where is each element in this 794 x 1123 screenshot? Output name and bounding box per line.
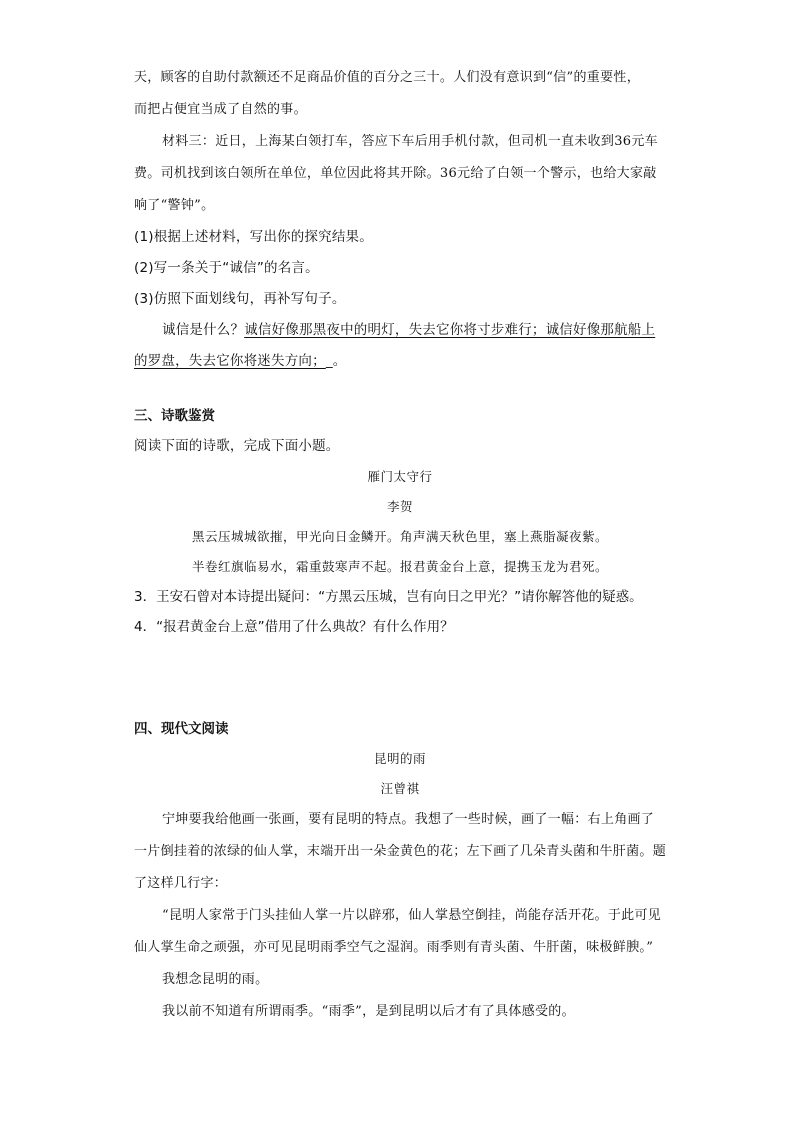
- material3-paragraph: 材料三：近日，上海某白领打车，答应下车后用手机付款，但司机一直未收到36元车费。司机找到该白领所在单位，单位因此将其开除。36元给了白领一个警示，也给大家敲响了“警钟”。: [134, 134, 658, 213]
- essay-title: 昆明的雨: [373, 751, 426, 766]
- section-3-question-3: 3．王安石曾对本诗提出疑问：“方黑云压城，岂有向日之甲光？”请你解答他的疑惑。: [134, 589, 643, 605]
- spacer: [134, 377, 666, 401]
- essay-paragraph-4: 我以前不知道有所谓雨季。“雨季”，是到昆明以后才有了具体感受的。: [162, 1004, 575, 1019]
- essay-paragraph-1: 宁坤要我给他画一张画，要有昆明的特点。我想了一些时候，画了一幅：右上角画了一片倒挂着的浓绿的仙人掌，末端开出一朵金黄色的花；左下画了几朵青头菌和牛肝菌。题了这样几行字：: [134, 812, 667, 891]
- question-2: (2)写一条关于“诚信”的名言。: [134, 260, 319, 276]
- section-4-title: 四、现代文阅读: [134, 721, 229, 737]
- question-3-blank: _。: [325, 353, 347, 369]
- poem-line-2: 半卷红旗临易水，霜重鼓寒声不起。报君黄金台上意，提携玉龙为君死。: [191, 559, 608, 574]
- essay-author: 汪曾祺: [380, 781, 420, 796]
- question-3-prompt: [134, 315, 666, 377]
- material2-line2: 而把占便宜当成了自然的事。: [134, 102, 307, 117]
- poem-line-1: 黑云压城城欲摧，甲光向日金鳞开。角声满天秋色里，塞上燕脂凝夜紫。: [191, 529, 608, 544]
- poem-author: 李贺: [386, 499, 413, 514]
- section-3-title: 三、诗歌鉴赏: [134, 408, 215, 424]
- section-3-instruction: 阅读下面的诗歌，完成下面小题。: [134, 438, 340, 454]
- question-3-prefix: 诚信是什么？: [162, 322, 245, 338]
- material2-line1: 天，顾客的自助付款额还不足商品价值的百分之三十。人们没有意识到“信”的重要性，: [134, 70, 640, 85]
- essay-paragraph-3: 我想念昆明的雨。: [162, 972, 269, 987]
- spacer: [134, 642, 666, 714]
- question-3: (3)仿照下面划线句，再补写句子。: [134, 291, 346, 307]
- poem-title: 雁门太守行: [367, 469, 433, 484]
- question-3-underlined-sentence: 诚信好像那黑夜中的明灯，失去它你将寸步难行；诚信好像那航船上的罗盘，失去它你将迷失方向；: [134, 322, 656, 369]
- document-content: [134, 62, 666, 1028]
- essay-paragraph-2: “昆明人家常于门头挂仙人掌一片以辟邪，仙人掌悬空倒挂，尚能存活开花。于此可见仙人掌生命之顽强，亦可见昆明雨季空气之湿润。雨季则有青头菌、牛肝菌，味极鲜腴。”: [134, 908, 662, 955]
- question-1: (1)根据上述材料，写出你的探究结果。: [134, 229, 373, 245]
- section-3-question-4: 4．“报君黄金台上意”借用了什么典故？有什么作用？: [134, 619, 454, 635]
